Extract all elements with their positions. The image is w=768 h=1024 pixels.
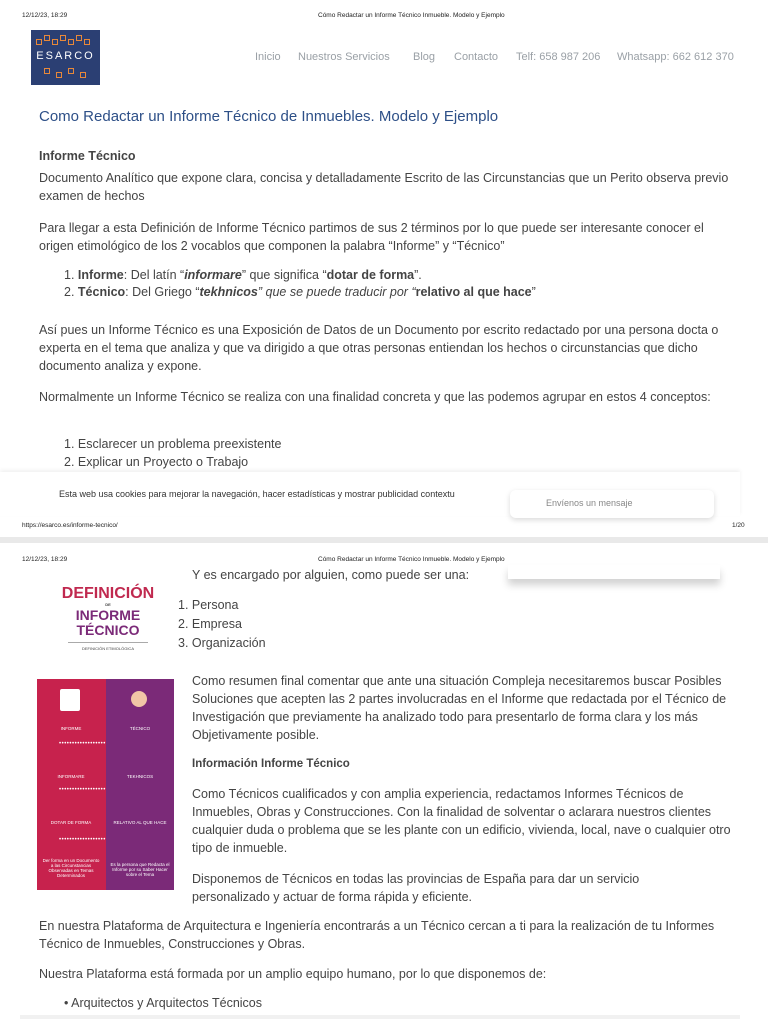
nav-contacto[interactable]: Contacto (454, 51, 499, 63)
print-doc-title: Cómo Redactar un Informe Técnico Inmueble. Modelo y Ejemplo (318, 556, 505, 563)
print-url: https://esarco.es/informe-tecnico/ (22, 522, 118, 529)
list-item: 1. Esclarecer un problema preexistente (64, 437, 282, 451)
clipboard-icon (60, 689, 80, 711)
list-item: 3. Organización (178, 636, 266, 650)
esarco-logo[interactable] (31, 30, 100, 85)
paragraph-definicion: Documento Analítico que expone clara, concisa y detalladamente Escrito de las Circunstancias que un Perito observa previo examen de hechos (39, 171, 729, 203)
chat-widget-shadow (508, 565, 720, 579)
person-icon (131, 691, 147, 707)
chat-widget-label: Envíenos un mensaje (546, 498, 633, 508)
nav-telefono[interactable]: Telf: 658 987 206 (516, 51, 601, 63)
list-item: 1. Persona (178, 598, 239, 612)
print-datetime: 12/12/23, 18:29 (22, 556, 68, 563)
infographic-image: INFORME TÉCNICO •••••••••••••••••• INFORMARE TEKHNICOS •••••••••••••••••• DOTAR DE FORMA RELATIVO AL QUE HACE •••••••••••••••••• Der forma en un Documento a las Circunstancias Observadas en Temas Determinados Es la persona que Redacta el Informe por su Saber Hacer sobre el Tema (37, 679, 174, 890)
chat-widget[interactable] (510, 490, 714, 518)
paragraph-resumen: Como resumen final comentar que ante una situación Compleja necesitaremos buscar Posibles Soluciones que acepten las 2 partes involucradas en el Informe que redactada por el Técnico de Investigación que previamente ha analizado todo para presentarlo de forma clara y los más Objetivamente posible. (192, 674, 727, 742)
page-title: Como Redactar un Informe Técnico de Inmuebles. Modelo y Ejemplo (39, 108, 499, 125)
paragraph-provincias: Disponemos de Técnicos en todas las provincias de España para dar un servicio personalizado y actuar de forma rápida y eficiente. (192, 872, 640, 904)
page-divider (0, 537, 768, 543)
print-page-number: 1/20 (732, 522, 745, 529)
heading-informacion: Información Informe Técnico (192, 758, 350, 770)
nav-blog[interactable]: Blog (413, 51, 436, 63)
list-item: 2. Empresa (178, 617, 242, 631)
list-item: 1. Informe: Del latín “informare” que significa “dotar de forma”. (64, 268, 422, 282)
cookie-text: Esta web usa cookies para mejorar la navegación, hacer estadísticas y mostrar publicidad contextu (59, 489, 455, 499)
heading-informe-tecnico: Informe Técnico (39, 149, 136, 163)
nav-servicios[interactable]: Nuestros Servicios (298, 51, 390, 63)
paragraph-etimologia: Para llegar a esta Definición de Informe Técnico partimos de sus 2 términos por lo que puede ser interesante conocer el origen etimológico de los 2 vocablos que componen la palabra “Informe” y “Técnico” (39, 221, 704, 253)
paragraph-encargado: Y es encargado por alguien, como puede ser una: (192, 568, 470, 582)
infographic-heading: DEFINICIÓN DE INFORME TÉCNICO DEFINICIÓN ETIMOLÓGICA (61, 585, 155, 651)
nav-inicio[interactable]: Inicio (255, 51, 281, 63)
print-datetime: 12/12/23, 18:29 (22, 12, 68, 19)
print-doc-title: Cómo Redactar un Informe Técnico Inmueble. Modelo y Ejemplo (318, 12, 505, 19)
logo-text: ESARCO (36, 50, 95, 62)
nav-whatsapp[interactable]: Whatsapp: 662 612 370 (617, 51, 734, 63)
paragraph-finalidad: Normalmente un Informe Técnico se realiza con una finalidad concreta y que las podemos agrupar en estos 4 conceptos: (39, 390, 711, 404)
paragraph-plataforma: En nuestra Plataforma de Arquitectura e Ingeniería encontrarás a un Técnico cercan a ti para la realización de tu Informes Técnico de Inmuebles, Construcciones y Obras. (39, 919, 715, 951)
paragraph-equipo: Nuestra Plataforma está formada por un amplio equipo humano, por lo que disponemos de: (39, 967, 547, 981)
page-bottom-rule (20, 1015, 740, 1019)
list-item: 2. Explicar un Proyecto o Trabajo (64, 455, 249, 469)
list-item: • Arquitectos y Arquitectos Técnicos (64, 996, 263, 1010)
paragraph-exposicion: Así pues un Informe Técnico es una Exposición de Datos de un Documento por escrito redactado por una persona docta o experta en el tema que analiza y que va dirigido a que otras personas entiendan los hechos o circunstancias que dicho documento analiza y expone. (39, 323, 719, 373)
paragraph-tecnicos: Como Técnicos cualificados y con amplia experiencia, redactamos Informes Técnicos de Inmuebles, Obras y Construcciones. Con la finalidad de solventar o aclarara nuestros clientes cualquier duda o problema que se les plante con un edificio, vivienda, local, nave o cualquier otro tipo de inmueble. (192, 787, 731, 855)
list-item: 2. Técnico: Del Griego “tekhnicos” que se puede traducir por “relativo al que hace” (64, 285, 536, 299)
